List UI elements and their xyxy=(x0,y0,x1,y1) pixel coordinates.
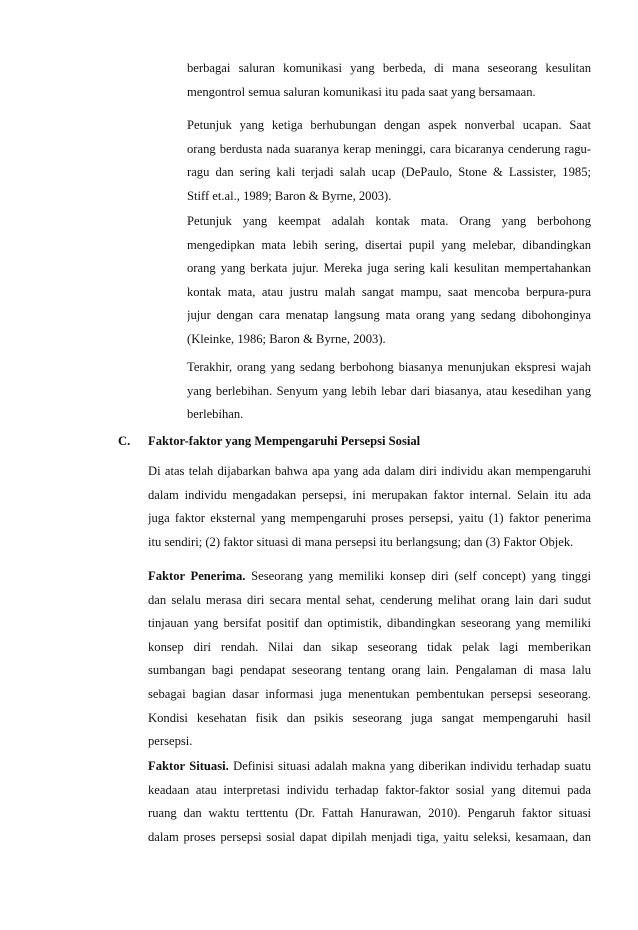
paragraph-faktor-situasi xyxy=(148,755,591,849)
text-line: Terakhir, orang yang sedang berbohong biasanya menunjukan ekspresi wajah xyxy=(187,360,591,374)
text-line: Petunjuk yang ketiga berhubungan dengan aspek nonverbal ucapan. Saat xyxy=(187,118,591,132)
text-line xyxy=(148,565,591,589)
text-line: sumbangan bagi pendapat seseorang tentang orang lain. Pengalaman di masa lalu xyxy=(148,663,591,678)
text-line: dalam individu mengadakan persepsi, ini merupakan faktor internal. Selain itu ada xyxy=(148,487,591,502)
text-line: (Kleinke, 1986; Baron & Byrne, 2003). xyxy=(187,331,386,346)
lead-rest: Seseorang yang memiliki konsep diri (self concept) yang tinggi xyxy=(245,569,591,583)
text-line: berbagai saluran komunikasi yang berbeda, di mana seseorang kesulitan xyxy=(187,61,591,75)
text-line: ragu dan sering kali terjadi salah ucap (DePaulo, Stone & Lassister, 1985; xyxy=(187,165,591,180)
section-heading xyxy=(118,430,420,454)
text-line: Stiff et.al., 1989; Baron & Byrne, 2003). xyxy=(187,188,392,203)
paragraph-faktor-penerima xyxy=(148,565,591,754)
text-line: jujur dengan cara menatap langsung mata orang yang sedang dibohonginya xyxy=(187,308,591,323)
paragraph-continuation xyxy=(187,57,591,104)
lead-term: Faktor Penerima. xyxy=(148,569,246,583)
text-line: dalam proses persepsi sosial dapat dipilah menjadi tiga, yaitu seleksi, kesamaan, dan xyxy=(148,829,591,844)
paragraph-eye-contact xyxy=(187,210,591,352)
text-line: mengedipkan mata lebih sering, disertai pupil yang melebar, dibandingkan xyxy=(187,237,591,252)
text-line: itu sendiri; (2) faktor situasi di mana persepsi itu berlangsung; dan (3) Faktor Objek. xyxy=(148,534,574,549)
paragraph-expression xyxy=(187,356,591,427)
text-line: juga faktor eksternal yang mempengaruhi proses persepsi, yaitu (1) faktor penerima xyxy=(148,511,591,526)
section-title: Faktor-faktor yang Mempengaruhi Persepsi Sosial xyxy=(148,434,421,448)
lead-rest: Definisi situasi adalah makna yang diberikan individu terhadap suatu xyxy=(228,759,591,773)
text-line: mengontrol semua saluran komunikasi itu pada saat yang bersamaan. xyxy=(187,84,536,99)
text-line: Kondisi kesehatan fisik dan psikis seseorang juga sangat mempengaruhi hasil xyxy=(148,710,591,725)
text-line: kontak mata, atau justru malah sangat mampu, saat mencoba berpura-pura xyxy=(187,284,591,299)
text-line: Petunjuk yang keempat adalah kontak mata. Orang yang berbohong xyxy=(187,214,591,228)
text-line: persepsi. xyxy=(148,734,193,749)
text-line: orang yang berkata jujur. Mereka juga sering kali kesulitan mempertahankan xyxy=(187,261,591,276)
text-line: orang berdusta nada suaranya kerap meninggi, cara bicaranya cenderung ragu- xyxy=(187,141,591,156)
text-line: Di atas telah dijabarkan bahwa apa yang ada dalam diri individu akan mempengaruhi xyxy=(148,464,591,478)
text-line: tinjauan yang bersifat positif dan optimistik, dibandingkan seseorang yang memiliki xyxy=(148,616,591,631)
text-line: berlebihan. xyxy=(187,407,244,422)
text-line: konsep diri rendah. Nilai dan sikap seseorang tidak pelak lagi memberikan xyxy=(148,639,591,654)
text-line xyxy=(148,755,591,779)
text-line: dan selalu merasa diri secara mental sehat, cenderung melihat orang lain dari sudut xyxy=(148,592,591,607)
lead-term: Faktor Situasi. xyxy=(148,759,229,773)
paragraph-nonverbal xyxy=(187,114,591,208)
section-letter: C. xyxy=(118,434,131,448)
paragraph-section-intro xyxy=(148,460,591,554)
text-line: ruang dan waktu terttentu (Dr. Fattah Hanurawan, 2010). Pengaruh faktor situasi xyxy=(148,806,591,821)
text-line: sebagai bagian dasar informasi juga menentukan pembentukan persepsi seseorang. xyxy=(148,686,591,701)
text-line: yang berlebihan. Senyum yang lebih lebar dari biasanya, atau kesedihan yang xyxy=(187,383,591,398)
text-line: keadaan atau interpretasi individu terhadap faktor-faktor sosial yang ditemui pada xyxy=(148,782,591,797)
